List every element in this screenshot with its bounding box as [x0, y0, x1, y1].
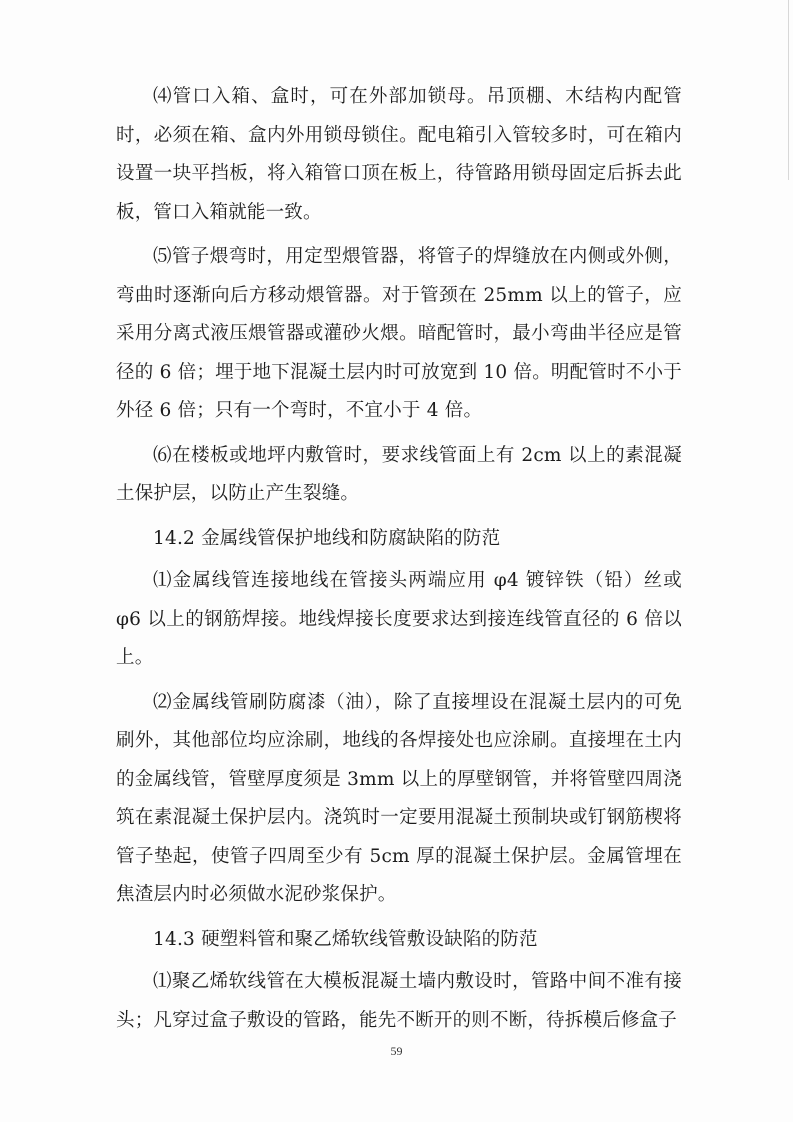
- section-heading-14-3: 14.3 硬塑料管和聚乙烯软线管敷设缺陷的防范: [153, 928, 538, 950]
- scan-edge-mark: [788, 0, 789, 180]
- paragraph-14-2-item-2: ⑵金属线管刷防腐漆（油），除了直接埋设在混凝土层内的可免刷外，其他部位均应涂刷，地线的各焊接处也应涂刷。直接埋在土内的金属线管，管壁厚度须是 3mm 以上的厚壁钢管，并将管壁四周浇筑在素混凝土保护层内。浇筑时一定要用混凝土预制块或钉钢筋楔将管子垫起，使管子四周至少有 5cm 厚的混凝土保护层。金属管埋在焦渣层内时必须做水泥砂浆保护。: [116, 691, 682, 905]
- paragraph-item-4: ⑷管口入箱、盒时，可在外部加锁母。吊顶棚、木结构内配管时，必须在箱、盒内外用锁母锁住。配电箱引入管较多时，可在箱内设置一块平挡板，将入箱管口顶在板上，待管路用锁母固定后拆去此板，管口入箱就能一致。: [116, 86, 682, 223]
- section-heading-14-2: 14.2 金属线管保护地线和防腐缺陷的防范: [153, 527, 501, 549]
- page-number: 59: [390, 1044, 403, 1058]
- paragraph-item-6: ⑹在楼板或地坪内敷管时，要求线管面上有 2cm 以上的素混凝土保护层，以防止产生裂缝。: [116, 444, 682, 504]
- document-body: [116, 78, 682, 1040]
- paragraph-14-2-item-1: ⑴金属线管连接地线在管接头两端应用 φ4 镀锌铁（铅）丝或 φ6 以上的钢筋焊接。地线焊接长度要求达到接连线管直径的 6 倍以上。: [116, 570, 682, 668]
- paragraph-14-3-item-1: ⑴聚乙烯软线管在大模板混凝土墙内敷设时，管路中间不准有接头；凡穿过盒子敷设的管路，能先不断开的则不断，待拆模后修盒子: [116, 971, 682, 1031]
- paragraph-item-5: ⑸管子煨弯时，用定型煨管器，将管子的焊缝放在内侧或外侧，弯曲时逐渐向后方移动煨管器。对于管颈在 25mm 以上的管子，应采用分离式液压煨管器或灌砂火煨。暗配管时，最小弯曲半径应是管径的 6 倍；埋于地下混凝土层内时可放宽到 10 倍。明配管时不小于外径 6 倍；只有一个弯时，不宜小于 4 倍。: [116, 246, 682, 421]
